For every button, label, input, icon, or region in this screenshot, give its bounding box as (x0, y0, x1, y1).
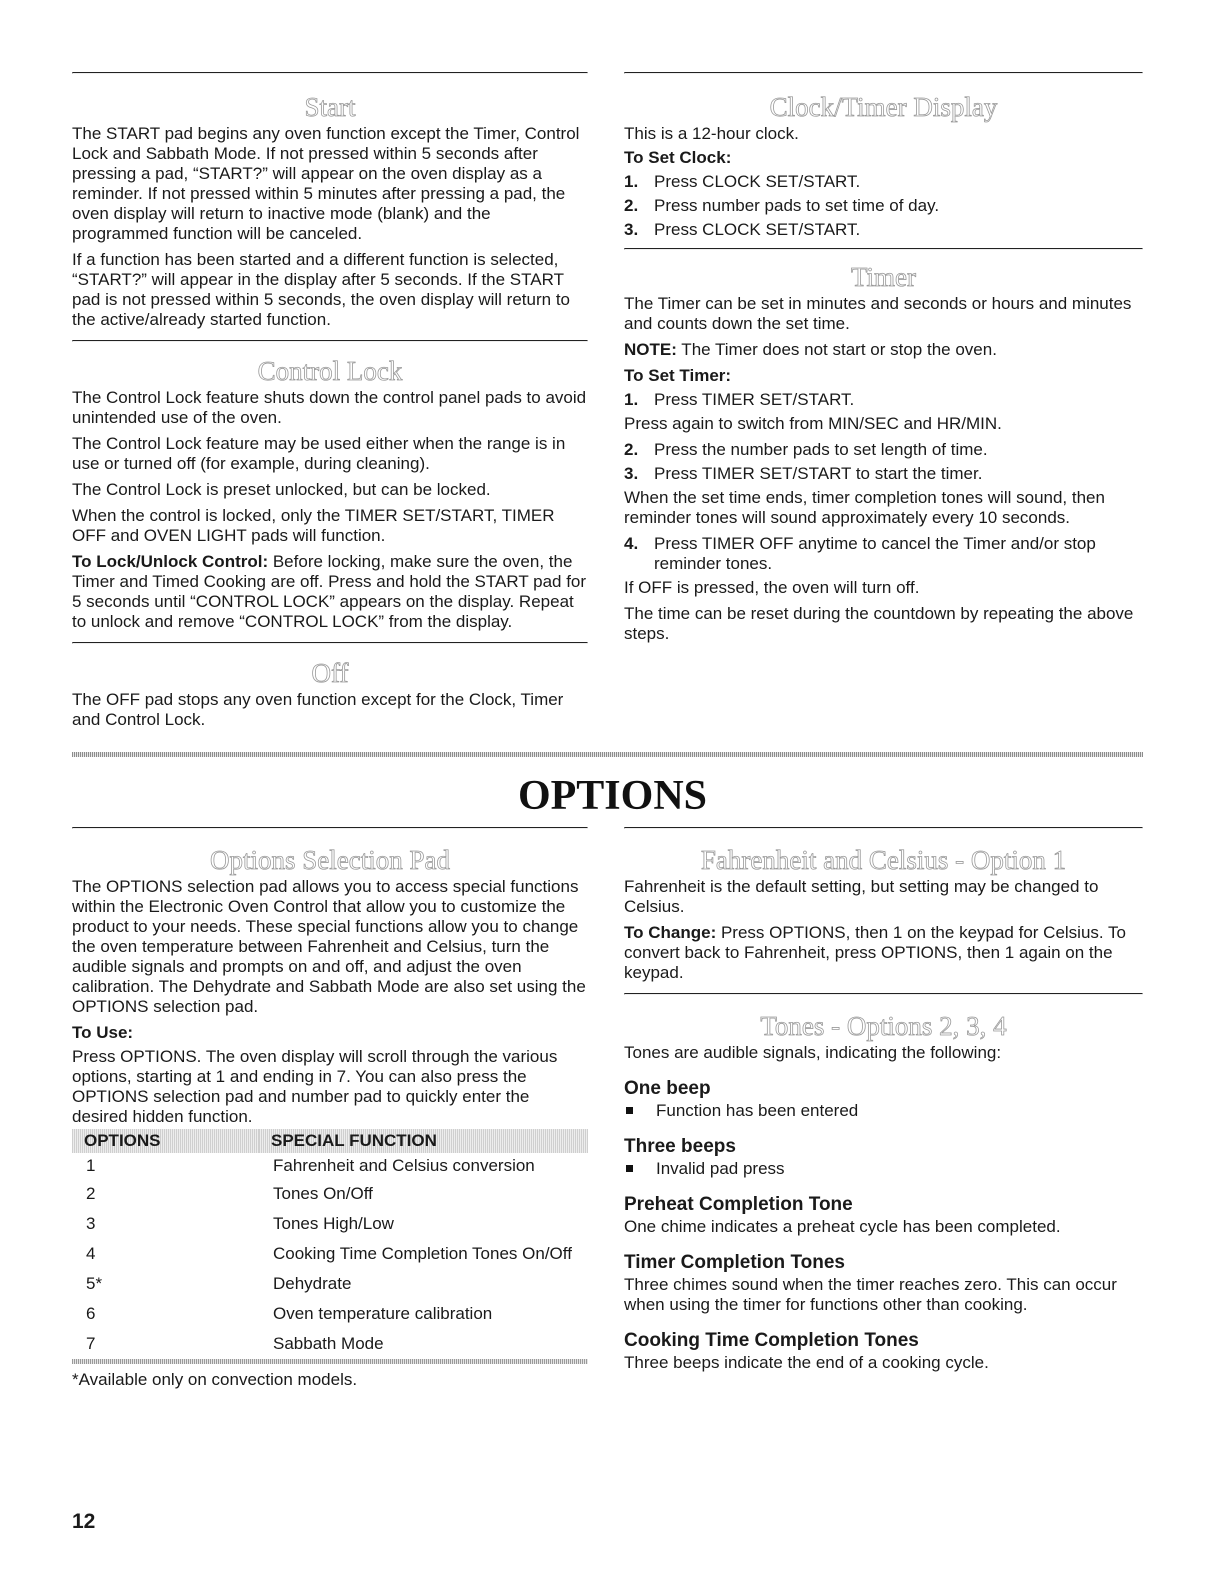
options-pad-heading: Options Selection Pad (210, 845, 450, 875)
clock-heading: Clock/Timer Display (769, 92, 998, 122)
step-number: 4. (624, 534, 639, 553)
option-function: Fahrenheit and Celsius conversion (273, 1156, 535, 1175)
note-label: NOTE: (624, 340, 677, 359)
step-number: 1. (624, 390, 639, 409)
set-timer-label: To Set Timer: (624, 366, 732, 385)
step-text: Press the number pads to set length of time. (654, 440, 988, 459)
clock-step (624, 220, 1143, 240)
list-item (624, 1101, 1143, 1121)
cooking-tones-heading: Cooking Time Completion Tones (624, 1330, 919, 1351)
option-function: Tones High/Low (273, 1214, 394, 1233)
options-column-header: OPTIONS (72, 1129, 259, 1153)
tones-heading: Tones - Options 2, 3, 4 (760, 1011, 1007, 1041)
square-bullet-icon (626, 1165, 633, 1172)
option-function: Oven temperature calibration (273, 1304, 493, 1323)
step-number: 1. (624, 172, 639, 191)
table-bottom-band (72, 1359, 588, 1364)
section-rule (72, 340, 588, 342)
right-column-top (624, 72, 1143, 650)
to-use-label: To Use: (72, 1023, 134, 1042)
change-label: To Change: (624, 923, 717, 942)
list-item (624, 1159, 1143, 1179)
section-rule (72, 642, 588, 644)
timer-step-3-detail: When the set time ends, timer completion tones will sound, then reminder tones will sound approximately every 10 seconds. (624, 488, 1105, 527)
three-beeps-item: Invalid pad press (656, 1159, 785, 1178)
timer-step (624, 390, 1143, 410)
timer-paragraph-1: The Timer can be set in minutes and seconds or hours and minutes and counts down the set time. (624, 294, 1132, 333)
control-lock-instructions (72, 552, 588, 632)
timer-tones-heading: Timer Completion Tones (624, 1252, 845, 1273)
step-number: 3. (624, 220, 639, 239)
step-number: 3. (624, 464, 639, 483)
fahrenheit-change (624, 923, 1143, 983)
start-heading: Start (304, 92, 356, 122)
step-text: Press TIMER OFF anytime to cancel the Timer and/or stop reminder tones. (654, 534, 1096, 573)
step-text: Press TIMER SET/START to start the timer. (654, 464, 983, 483)
table-row (72, 1239, 588, 1269)
section-rule (624, 248, 1143, 250)
timer-heading: Timer (850, 262, 917, 292)
timer-steps (624, 390, 1143, 410)
timer-closing: The time can be reset during the countdown by repeating the above steps. (624, 604, 1134, 643)
step-text: Press CLOCK SET/START. (654, 220, 861, 239)
off-heading: Off (311, 658, 349, 688)
tones-intro: Tones are audible signals, indicating the following: (624, 1043, 1002, 1062)
table-row (72, 1179, 588, 1209)
cooking-tones-text: Three beeps indicate the end of a cooking cycle. (624, 1353, 989, 1372)
note-text: The Timer does not start or stop the oven. (676, 340, 997, 359)
timer-step (624, 440, 1143, 460)
square-bullet-icon (626, 1107, 633, 1114)
step-text: Press number pads to set time of day. (654, 196, 940, 215)
clock-step (624, 196, 1143, 216)
special-function-column-header: SPECIAL FUNCTION (259, 1129, 588, 1153)
three-beeps-heading: Three beeps (624, 1136, 736, 1157)
clock-step (624, 172, 1143, 192)
control-lock-paragraph-1: The Control Lock feature shuts down the control panel pads to avoid unintended use of the oven. (72, 388, 587, 427)
options-table (72, 1129, 588, 1359)
page-number: 12 (72, 1510, 96, 1533)
option-function: Dehydrate (273, 1274, 352, 1293)
timer-tones-text: Three chimes sound when the timer reaches zero. This can occur when using the timer for functions other than cooking. (624, 1275, 1117, 1314)
option-number: 3 (86, 1214, 96, 1233)
right-column-bottom (624, 827, 1143, 1379)
options-title: OPTIONS (517, 773, 708, 819)
option-number: 6 (86, 1304, 96, 1323)
start-paragraph-2: If a function has been started and a different function is selected, “START?” will appear in the display after 5 seconds. If the START pad is not pressed within 5 seconds, the oven display will return to the active/already started function. (72, 250, 570, 329)
timer-step (624, 464, 1143, 484)
step-number: 2. (624, 440, 639, 459)
lock-label: To Lock/Unlock Control: (72, 552, 269, 571)
control-lock-heading: Control Lock (257, 356, 403, 386)
change-text: Press OPTIONS, then 1 on the keypad for Celsius. To convert back to Fahrenheit, press OPTIONS, then 1 again on the keypad. (624, 923, 1127, 982)
step-text: Press TIMER SET/START. (654, 390, 855, 409)
option-number: 1 (86, 1156, 96, 1175)
table-row (72, 1153, 588, 1179)
control-lock-paragraph-2: The Control Lock feature may be used either when the range is in use or turned off (for example, during cleaning). (72, 434, 566, 473)
off-paragraph: The OFF pad stops any oven function except for the Clock, Timer and Control Lock. (72, 690, 564, 729)
step-text: Press CLOCK SET/START. (654, 172, 861, 191)
option-function: Tones On/Off (273, 1184, 373, 1203)
start-paragraph-1: The START pad begins any oven function except the Timer, Control Lock and Sabbath Mode. If not pressed within 5 seconds after pressing a pad, “START?” will appear on the oven display as a reminder. If not pressed within 5 minutes after pressing a pad, the oven display will return to inactive mode (blank) and the programmed function will be canceled. (72, 124, 580, 243)
lock-text: Before locking, make sure the oven, the Timer and Timed Cooking are off. Press and hold the START pad for 5 seconds until “CONTROL LOCK” appears on the display. Repeat to unlock and remove “CONTROL LOCK” from the display. (72, 552, 587, 631)
fahrenheit-heading: Fahrenheit and Celsius - Option 1 (700, 845, 1067, 875)
option-number: 4 (86, 1244, 96, 1263)
option-number: 7 (86, 1334, 96, 1353)
section-rule (72, 72, 588, 74)
clock-steps (624, 172, 1143, 240)
table-row (72, 1269, 588, 1299)
preheat-text: One chime indicates a preheat cycle has been completed. (624, 1217, 1061, 1236)
timer-steps (624, 534, 1143, 574)
control-lock-paragraph-4: When the control is locked, only the TIMER SET/START, TIMER OFF and OVEN LIGHT pads will function. (72, 506, 555, 545)
table-row (72, 1299, 588, 1329)
timer-step-1-detail: Press again to switch from MIN/SEC and HR/MIN. (624, 414, 1002, 433)
table-row (72, 1329, 588, 1359)
timer-steps (624, 440, 1143, 484)
step-number: 2. (624, 196, 639, 215)
clock-intro: This is a 12-hour clock. (624, 124, 799, 143)
table-row (72, 1209, 588, 1239)
one-beep-heading: One beep (624, 1078, 711, 1099)
left-column-top (72, 72, 588, 736)
section-rule (624, 72, 1143, 74)
section-rule (624, 827, 1143, 829)
timer-step (624, 534, 1143, 574)
option-function: Sabbath Mode (273, 1334, 384, 1353)
control-lock-paragraph-3: The Control Lock is preset unlocked, but can be locked. (72, 480, 491, 499)
option-number: 5* (86, 1274, 103, 1293)
timer-step-4-detail: If OFF is pressed, the oven will turn off. (624, 578, 920, 597)
options-footnote: *Available only on convection models. (72, 1370, 358, 1389)
preheat-heading: Preheat Completion Tone (624, 1194, 853, 1215)
option-number: 2 (86, 1184, 96, 1203)
timer-note (624, 340, 1143, 360)
options-pad-paragraph-1: The OPTIONS selection pad allows you to access special functions within the Electronic Oven Control that allow you to customize the product to your needs. These special functions allow you to change the oven temperature between Fahrenheit and Celsius, turn the audible signals and prompts on and off, and adjust the oven calibration. The Dehydrate and Sabbath Mode are also set using the OPTIONS selection pad. (72, 877, 586, 1016)
one-beep-item: Function has been entered (656, 1101, 859, 1120)
options-table-header (72, 1129, 588, 1153)
option-function: Cooking Time Completion Tones On/Off (273, 1244, 572, 1263)
fahrenheit-paragraph-1: Fahrenheit is the default setting, but setting may be changed to Celsius. (624, 877, 1099, 916)
section-rule (72, 827, 588, 829)
section-rule (624, 993, 1143, 995)
set-clock-label: To Set Clock: (624, 148, 732, 167)
options-divider-band (72, 752, 1143, 757)
options-pad-paragraph-2: Press OPTIONS. The oven display will scroll through the various options, starting at 1 and ending in 7. You can also press the OPTIONS selection pad and number pad to quickly enter the desired hidden function. (72, 1047, 558, 1126)
left-column-bottom (72, 827, 588, 1396)
